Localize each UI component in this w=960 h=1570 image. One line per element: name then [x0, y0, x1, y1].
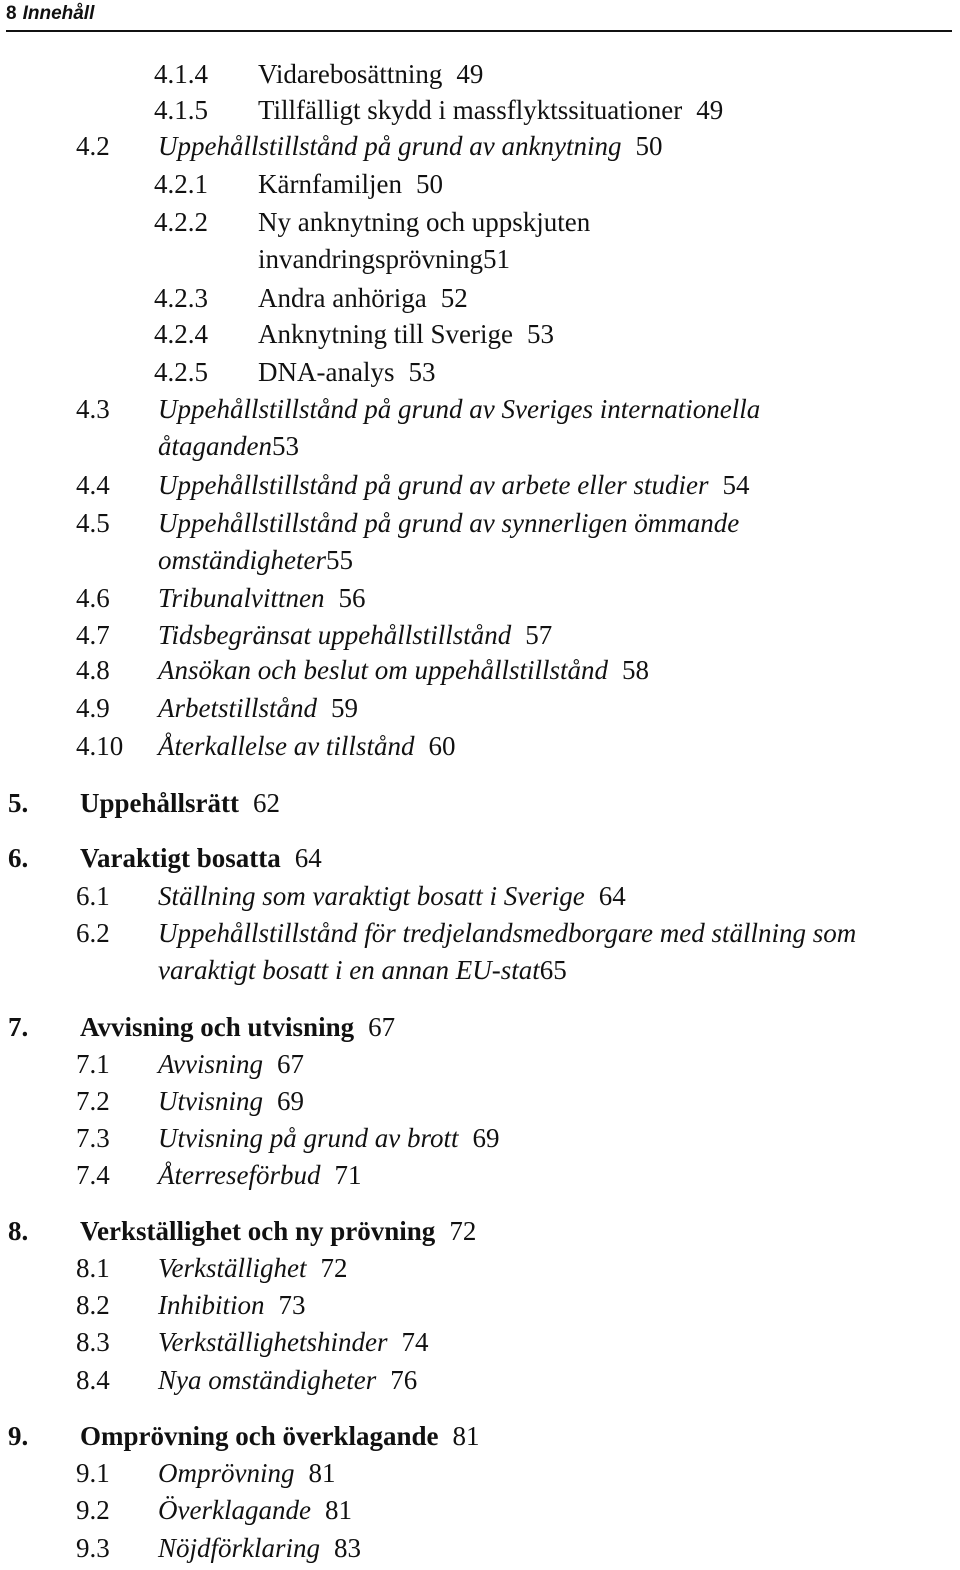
toc-entry-page-number: 81 [324, 1495, 352, 1525]
toc-entry-continuation [158, 428, 299, 465]
toc-entry-continuation [258, 241, 510, 278]
toc-entry-title [158, 728, 455, 765]
toc-entry-number: 8.4 [76, 1365, 110, 1395]
toc-entry-continuation-text: varaktigt bosatt i en annan EU-stat [158, 955, 540, 985]
toc-entry-title-text: Tribunalvittnen [158, 583, 325, 613]
toc-entry-page-number: 81 [308, 1458, 336, 1488]
toc-entry-page-number: 54 [722, 470, 750, 500]
toc-entry-number: 6.2 [76, 918, 110, 948]
toc-entry-title-text: Omprövning [158, 1458, 295, 1488]
toc-entry-page-number: 72 [449, 1216, 477, 1246]
toc-entry-title [158, 1250, 347, 1287]
toc-entry-title [158, 617, 552, 654]
toc-entry-number: 4.2 [76, 131, 110, 161]
toc-entry-title-text: Återreseförbud [158, 1160, 321, 1190]
toc-entry-title-text: Tillfälligt skydd i massflyktssituationer [258, 95, 683, 125]
toc-entry-title-text: Uppehållstillstånd på grund av Sveriges internationella [158, 394, 761, 424]
toc-entry-title [158, 580, 366, 617]
toc-entry-number: 4.10 [76, 731, 124, 761]
toc-entry-page-number: 72 [320, 1253, 348, 1283]
toc-entry-title [258, 204, 590, 241]
toc-entry-number: 7.3 [76, 1123, 110, 1153]
toc-entry-title [158, 1157, 361, 1194]
toc-entry-title [158, 505, 739, 542]
toc-entry-page-number: 49 [696, 95, 724, 125]
toc-entry-title [158, 467, 749, 504]
toc-entry-title-text: Nöjdförklaring [158, 1533, 321, 1563]
running-head-title: Innehåll [22, 3, 95, 24]
toc-entry-title-text: Ställning som varaktigt bosatt i Sverige [158, 881, 585, 911]
toc-entry-title [158, 1530, 361, 1567]
toc-entry-title-text: Överklagande [158, 1495, 311, 1525]
toc-entry-title [258, 56, 483, 93]
toc-entry-title [158, 1120, 500, 1157]
toc-entry-title-text: DNA-analys [258, 357, 395, 387]
toc-entry-number: 4.2.3 [154, 283, 208, 313]
toc-entry-title [80, 785, 280, 822]
toc-entry-number: 4.1.5 [154, 95, 208, 125]
toc-entry-title [80, 1009, 395, 1046]
toc-entry-number: 4.4 [76, 470, 110, 500]
toc-entry-page-number: 74 [401, 1327, 429, 1357]
toc-entry-title [158, 128, 662, 165]
toc-entry-page-number: 67 [368, 1012, 396, 1042]
toc-entry-page-number: 83 [334, 1533, 362, 1563]
toc-entry-number: 4.2.4 [154, 319, 208, 349]
toc-entry-number: 4.5 [76, 508, 110, 538]
toc-entry-title-text: Uppehållstillstånd på grund av synnerligen ömmande [158, 508, 740, 538]
toc-entry-number: 9. [8, 1421, 29, 1451]
toc-entry-title-text: Avvisning och utvisning [80, 1012, 355, 1042]
toc-entry-number: 7. [8, 1012, 29, 1042]
toc-entry-title-text: Verkställighet och ny prövning [80, 1216, 436, 1246]
toc-entry-page-number: 59 [331, 693, 359, 723]
toc-entry-title [80, 1213, 476, 1250]
toc-entry-page-number: 51 [482, 244, 510, 274]
toc-entry-number: 4.2.1 [154, 169, 208, 199]
toc-entry-page-number: 49 [456, 59, 484, 89]
toc-entry-page-number: 60 [428, 731, 456, 761]
toc-entry-number: 4.3 [76, 394, 110, 424]
toc-entry-continuation-text: invandringsprövning [258, 244, 483, 274]
toc-entry-page-number: 65 [539, 955, 567, 985]
toc-entry-title-text: Varaktigt bosatta [80, 843, 281, 873]
toc-entry-page-number: 64 [294, 843, 322, 873]
toc-entry-title [158, 1492, 352, 1529]
toc-entry-title [158, 652, 649, 689]
page-number: 8 [6, 3, 17, 24]
toc-entry-continuation-text: åtaganden [158, 431, 272, 461]
toc-entry-title-text: Inhibition [158, 1290, 265, 1320]
toc-entry-title [158, 915, 856, 952]
toc-entry-title [158, 1046, 304, 1083]
toc-entry-page-number: 50 [415, 169, 443, 199]
toc-entry-number: 8.3 [76, 1327, 110, 1357]
toc-entry-title [258, 92, 723, 129]
toc-entry-title [158, 391, 760, 428]
toc-entry-title-text: Återkallelse av tillstånd [158, 731, 415, 761]
toc-entry-number: 7.2 [76, 1086, 110, 1116]
toc-entry-number: 8.2 [76, 1290, 110, 1320]
toc-entry-page-number: 55 [326, 545, 353, 575]
toc-entry-number: 4.2.5 [154, 357, 208, 387]
toc-entry-title [158, 1362, 417, 1399]
toc-entry-page-number: 71 [334, 1160, 362, 1190]
toc-entry-number: 4.9 [76, 693, 110, 723]
toc-entry-title-text: Arbetstillstånd [158, 693, 318, 723]
toc-entry-title-text: Verkställighet [158, 1253, 307, 1283]
toc-entry-continuation-text: omständigheter [158, 545, 326, 575]
toc-entry-page-number: 64 [598, 881, 626, 911]
toc-entry-number: 6. [8, 843, 29, 873]
toc-entry-title-text: Tidsbegränsat uppehållstillstånd [158, 620, 512, 650]
toc-entry-number: 4.6 [76, 583, 110, 613]
toc-entry-title-text: Ny anknytning och uppskjuten [258, 207, 591, 237]
toc-entry-title [80, 840, 322, 877]
toc-entry-title-text: Utvisning på grund av brott [158, 1123, 459, 1153]
toc-entry-title [158, 1287, 306, 1324]
toc-entry-page-number: 53 [408, 357, 436, 387]
toc-entry-number: 8.1 [76, 1253, 110, 1283]
toc-entry-page-number: 53 [526, 319, 554, 349]
toc-entry-number: 8. [8, 1216, 29, 1246]
toc-entry-title [158, 1324, 428, 1361]
toc-entry-continuation [158, 952, 567, 989]
toc-entry-title-text: Ansökan och beslut om uppehållstillstånd [158, 655, 608, 685]
toc-entry-number: 9.3 [76, 1533, 110, 1563]
toc-entry-title [158, 1083, 304, 1120]
toc-entry-number: 4.8 [76, 655, 110, 685]
toc-entry-number: 9.1 [76, 1458, 110, 1488]
toc-entry-page-number: 69 [472, 1123, 500, 1153]
toc-entry-page-number: 67 [276, 1049, 304, 1079]
toc-entry-title [158, 690, 358, 727]
toc-entry-page-number: 52 [440, 283, 468, 313]
toc-entry-page-number: 81 [452, 1421, 480, 1451]
toc-entry-number: 4.2.2 [154, 207, 208, 237]
toc-entry-number: 4.7 [76, 620, 110, 650]
toc-entry-title-text: Uppehållstillstånd för tredjelandsmedborgare med ställning som [158, 918, 857, 948]
toc-entry-title-text: Anknytning till Sverige [258, 319, 513, 349]
toc-entry-title-text: Nya omständigheter [158, 1365, 377, 1395]
toc-entry-page-number: 53 [272, 431, 299, 461]
toc-entry-title [258, 354, 435, 391]
toc-entry-number: 9.2 [76, 1495, 110, 1525]
toc-entry-number: 6.1 [76, 881, 110, 911]
toc-entry-title [158, 878, 626, 915]
toc-entry-page-number: 57 [525, 620, 553, 650]
toc-entry-number: 4.1.4 [154, 59, 208, 89]
toc-entry-title-text: Utvisning [158, 1086, 263, 1116]
toc-entry-page-number: 56 [338, 583, 366, 613]
toc-entry-title-text: Uppehållstillstånd på grund av anknytning [158, 131, 622, 161]
toc-entry-number: 7.1 [76, 1049, 110, 1079]
toc-entry-title-text: Omprövning och överklagande [80, 1421, 439, 1451]
toc-entry-title-text: Kärnfamiljen [258, 169, 402, 199]
toc-entry-continuation [158, 542, 353, 579]
toc-entry-page-number: 73 [278, 1290, 306, 1320]
toc-entry-number: 5. [8, 788, 29, 818]
toc-entry-page-number: 76 [390, 1365, 418, 1395]
toc-entry-page-number: 69 [277, 1086, 304, 1116]
toc-entry-title [158, 1455, 336, 1492]
toc-entry-title-text: Uppehållsrätt [80, 788, 240, 818]
toc-entry-title-text: Andra anhöriga [258, 283, 427, 313]
toc-entry-page-number: 62 [253, 788, 281, 818]
toc-entry-number: 7.4 [76, 1160, 110, 1190]
toc-entry-title-text: Uppehållstillstånd på grund av arbete eller studier [158, 470, 709, 500]
toc-entry-title [80, 1418, 480, 1455]
toc-entry-title [258, 166, 443, 203]
toc-entry-title [258, 280, 468, 317]
toc-entry-title-text: Vidarebosättning [258, 59, 443, 89]
toc-entry-title-text: Avvisning [158, 1049, 263, 1079]
toc-entry-title [258, 316, 554, 353]
toc-entry-page-number: 58 [621, 655, 649, 685]
toc-entry-title-text: Verkställighetshinder [158, 1327, 388, 1357]
toc-entry-page-number: 50 [635, 131, 663, 161]
